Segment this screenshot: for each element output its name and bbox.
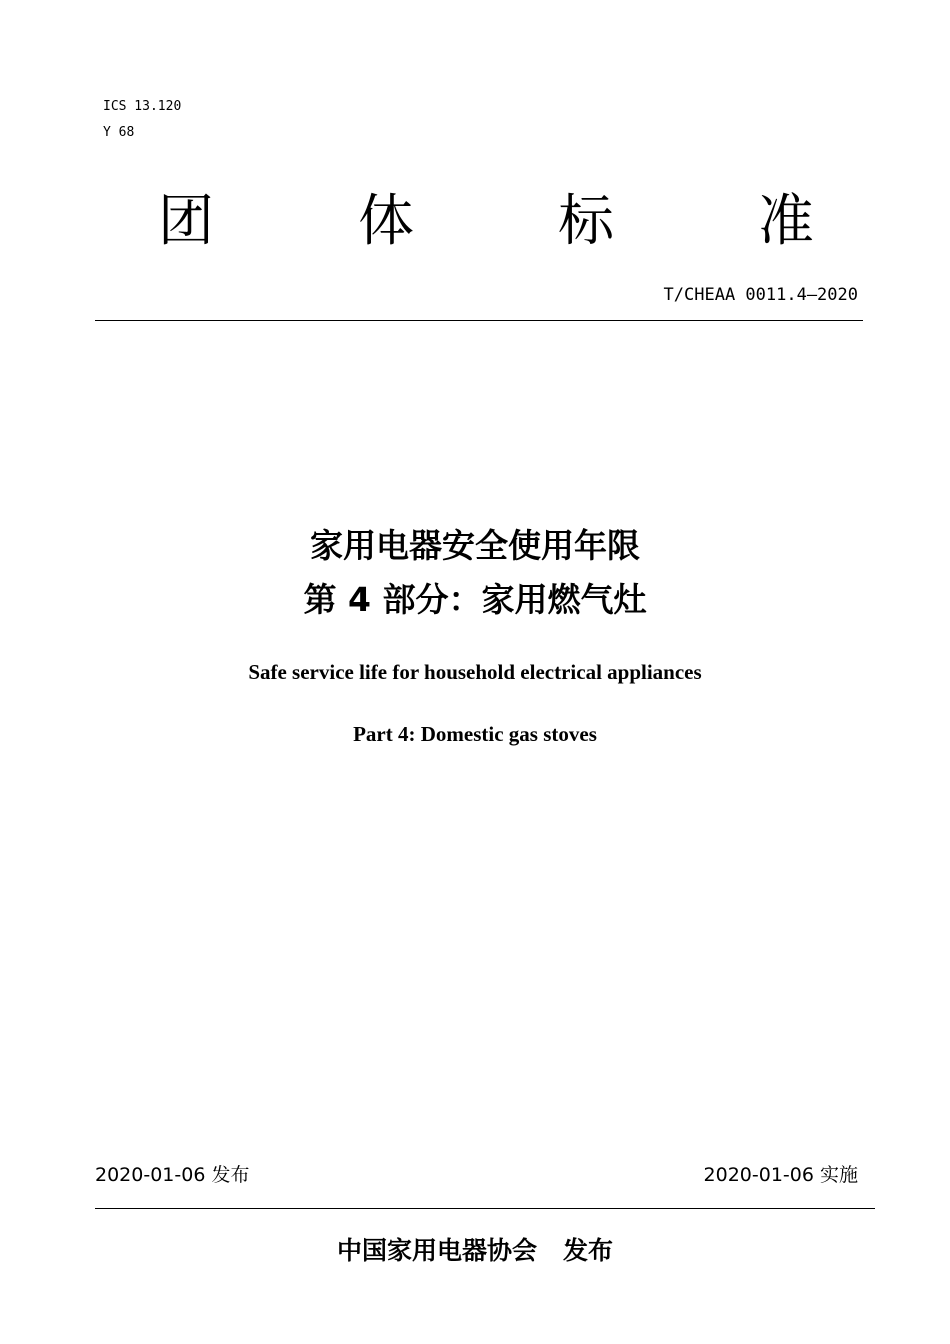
- publish-date: 2020-01-06 发布: [95, 1164, 250, 1186]
- publisher: 中国家用电器协会 发布: [336, 1236, 614, 1265]
- bottom-divider: [95, 1208, 875, 1209]
- top-divider: [95, 320, 863, 321]
- english-title-line-2: Part 4: Domestic gas stoves: [353, 722, 597, 746]
- standard-type-char: 体: [358, 189, 414, 254]
- standard-type-char: 团: [158, 189, 214, 254]
- standard-type-char: 准: [758, 189, 814, 254]
- standard-type-char: 标: [558, 189, 614, 254]
- chinese-title-line-2: 第 4 部分：家用燃气灶: [303, 580, 647, 619]
- implementation-date: 2020-01-06 实施: [703, 1164, 858, 1186]
- standard-number: T/CHEAA 0011.4—2020: [663, 285, 858, 305]
- classification-code: Y 68: [103, 125, 135, 140]
- english-title-line-1: Safe service life for household electrical appliances: [248, 660, 702, 684]
- ics-code: ICS 13.120: [103, 99, 182, 114]
- chinese-title-line-1: 家用电器安全使用年限: [310, 526, 640, 565]
